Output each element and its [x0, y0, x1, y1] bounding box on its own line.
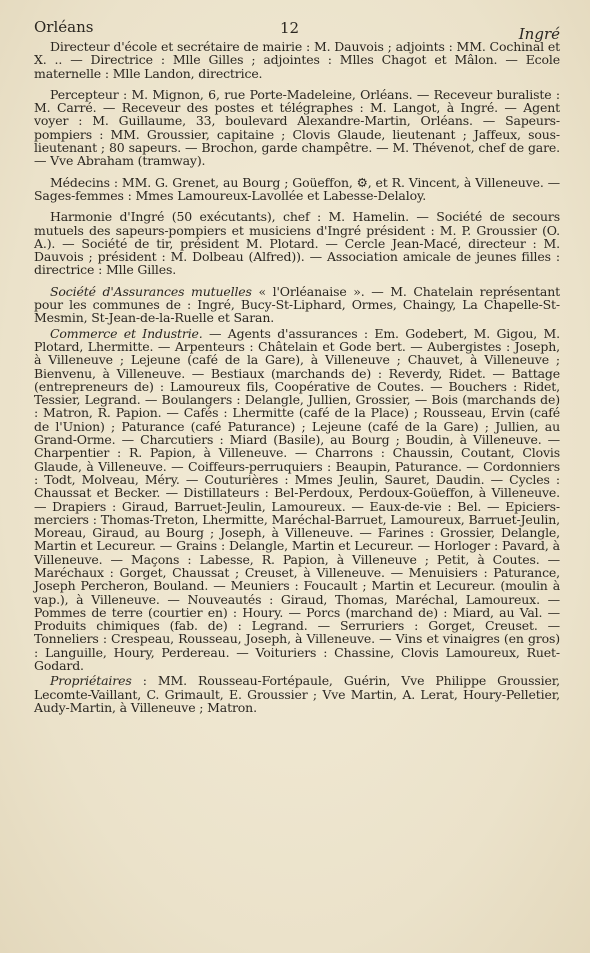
- paragraph-text: « l'Orléanaise ». — M. Chatelain représentant pour les communes de : Ingré, Bucy-St-Liphard, Ormes, Chaingy, La Chapelle-St-Mesmin, St-Jean-de-la-Ruelle et Saran.: [34, 283, 561, 326]
- paragraph-text: Médecins : MM. G. Grenet, au Bourg ; Goüeffon, ⚙, et R. Vincent, à Villeneuve. — Sages-femmes : Mmes Lamoureux-Lavollée et Labesse-Delaloy.: [34, 174, 560, 203]
- page-header: [34, 0, 560, 43]
- paragraph-public-services: [34, 88, 560, 168]
- paragraph-insurance: [34, 285, 560, 325]
- paragraph-lead: Commerce et Industrie.: [50, 325, 203, 341]
- paragraph-text: : MM. Rousseau-Fortépaule, Guérin, Vve Philippe Groussier, Lecomte-Vaillant, C. Grimault, E. Groussier ; Vve Martin, A. Lerat, Houry-Pelletier, Audy-Martin, à Villeneuve ; Matron.: [34, 673, 560, 715]
- paragraph-text: — Agents d'assurances : Em. Godebert, M. Gigou, M. Plotard, Lhermitte. — Arpenteurs : Châtelain et Gode bert. — Aubergistes : Joseph, à Villeneuve ; Lejeune (café de la Gare), à Villeneuve ; Chauvet, à Villeneuve ; Bienvenu, à Villeneuve. — Bestiaux (marchands de) : Reverdy, Ridet. — Battage (entrepreneurs de) : Lamoureux fils, Coopérative de Coutes. — Bouchers : Ridet, Tessier, Legrand. — Boulangers : Delangle, Jullien, Grossier, — Bois (marchands de) : Matron, R. Papion. — Cafés : Lhermitte (café de la Place) ; Rousseau, Ervin (café de l'Union) ; Paturance (café Paturance) ; Lejeune (café de la Gare) ; Jullien, au Grand-Orme. — Charcutiers : Miard (Basile), au Bourg ; Boudin, à Villeneuve. — Charpentier : R. Papion, à Villeneuve. — Charrons : Chaussin, Coutant, Clovis Glaude, à Villeneuve. — Coiffeurs-perruquiers : Beaupin, Paturance. — Cordonniers : Todt, Molveau, Méry. — Couturières : Mmes Jeulin, Sauret, Daudin. — Cycles : Chaussat et Becker. — Distillateurs : Bel-Perdoux, Perdoux-Goüeffon, à Villeneuve. — Drapiers : Giraud, Barruet-Jeulin, Lamoureux. — Eaux-de-vie : Bel. — Epiciers-merciers : Thomas-Treton, Lhermitte, Maréchal-Barruet, Lamoureux, Barruet-Jeulin, Moreau, Giraud, au Bourg ; Joseph, à Villeneuve. — Farines : Grossier, Delangle, Martin et Lecureur. — Grains : Delangle, Martin et Lecureur. — Horloger : Pavard, à Villeneuve. — Maçons : Labesse, R. Papion, à Villeneuve ; Petit, à Coutes. — Maréchaux : Gorget, Chaussat ; Creuset, à Villeneuve. — Menuisiers : Paturance, Joseph Percheron, Bouland. — Meuniers : Foucault ; Martin et Lecureur. (moulin à vap.), à Villeneuve. — Nouveautés : Giraud, Thomas, Maréchal, Lamoureux. — Pommes de terre (courtier en) : Houry. — Porcs (marchand de) : Miard, au Val. — Produits chimiques (fab. de) : Legrand. — Serruriers : Gorget, Creuset. — Tonneliers : Crespeau, Rousseau, Joseph, à Villeneuve. — Vins et vinaigres (en gros) : Languille, Houry, Perdereau. — Voituriers : Chassine, Clovis Lamoureux, Ruet-Godard.: [34, 325, 560, 674]
- paragraph-owners: [34, 674, 560, 714]
- paragraph-commerce: [34, 327, 560, 673]
- page-number: 12: [280, 19, 300, 37]
- paragraph-societies: [34, 210, 560, 276]
- paragraph-lead: Société d'Assurances mutuelles: [50, 283, 252, 299]
- paragraph-medical: [34, 176, 560, 203]
- paragraph-text: Harmonie d'Ingré (50 exécutants), chef : M. Hamelin. — Société de secours mutuels des sapeurs-pompiers et musiciens d'Ingré président : M. P. Groussier (O. A.). — Société de tir, président M. Plotard. — Cercle Jean-Macé, directeur : M. Dauvois ; président : M. Dolbeau (Alfred)). — Association amicale de jeunes filles : directrice : Mlle Gilles.: [34, 209, 560, 278]
- page-body: [34, 40, 560, 714]
- paragraph-text: Percepteur : M. Mignon, 6, rue Porte-Madeleine, Orléans. — Receveur buraliste : M. Carré. — Receveur des postes et télégraphes : M. Langot, à Ingré. — Agent voyer : M. Guillaume, 33, boulevard Alexandre-Martin, Orléans. — Sapeurs-pompiers : MM. Groussier, capitaine ; Clovis Glaude, lieutenant ; Jaffeux, sous-lieutenant ; 80 sapeurs. — Brochon, garde champêtre. — M. Thévenot, chef de gare. — Vve Abraham (tramway).: [34, 86, 560, 169]
- paragraph-lead: Propriétaires: [50, 673, 132, 689]
- header-commune: Ingré: [518, 25, 560, 43]
- paragraph-text: Directeur d'école et secrétaire de mairie : M. Dauvois ; adjoints : MM. Cochinal et X. .. — Directrice : Mlle Gilles ; adjointes : Mlles Chagot et Mâlon. — Ecole maternelle : Mlle Landon, directrice.: [34, 39, 560, 81]
- paragraph-school: [34, 40, 560, 80]
- header-city: Orléans: [34, 18, 94, 36]
